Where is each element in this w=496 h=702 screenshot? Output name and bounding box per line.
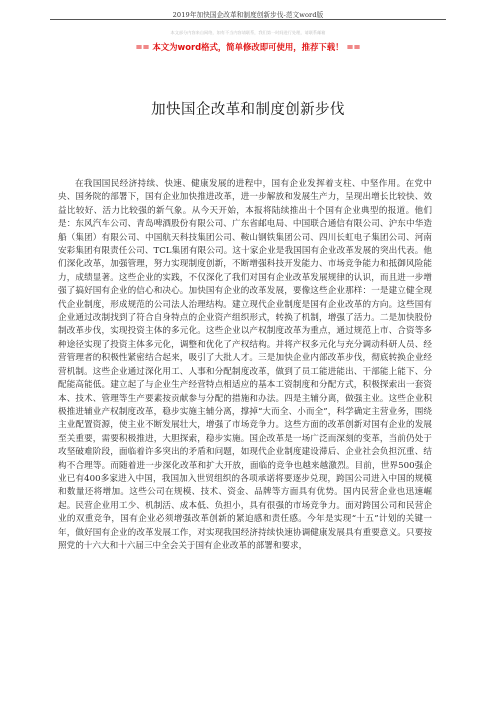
copyright-notice: 本文部分内容来自网络，如有不当内容请联系，我们第一时间进行处理，请联系邮箱 [170,30,326,35]
download-banner: == 本文为word格式，简单修改即可使用，推荐下载！ == [135,42,361,52]
article-title: 加快国企改革和制度创新步伐 [151,102,345,118]
header-divider [50,19,446,20]
article-body: 在我国国民经济持续、快速、健康发展的进程中，国有企业发挥着支柱、中坚作用。在党中央、国务院的部署下，国有企业加快推进改革，进一步解放和发展生产力，呈现出增长比较快、效益比较好、活力比较强的新气象。从今天开始，本报将陆续推出十个国有企业典型的报道。他们是：东风汽车公司、青岛啤酒股份有限公司、广东省邮电局、中国联合通信有限公司、沪东中华造船（集团）有限公司、中国航天科技集团公司、鞍山钢铁集团公司、四川长虹电子集团公司、河南安彩集团有限责任公司、TCL集团有限公司。这十家企业是我国国有企业改革发展的突出代表。他们深化改革，加强管理，努力实现制度创新，不断增强科技开发能力、市场竞争能力和抵御风险能力，成绩显著。这些企业的实践，不仅深化了我们对国有企业改革发展规律的认识，而且进一步增强了搞好国有企业的信心和决心。加快国有企业的改革发展，要像这些企业那样：一是建立健全现代企业制度，形成规范的公司法人治理结构。建立现代企业制度是国有企业改革的方向。这些国有企业通过改制找到了符合自身特点的企业资产组织形式，转换了机制，增强了活力。二是加快股份制改革步伐，实现投资主体的多元化。这些企业以产权制度改革为重点，通过规范上市、合资等多种途径实现了投资主体多元化，调整和优化了产权结构。并将产权多元化与充分调动科研人员、经营管理者的积极性紧密结合起来，吸引了大批人才。三是加快企业内部改革步伐，彻底转换企业经营机制。这些企业通过深化用工、人事和分配制度改革，做到了员工能进能出、干部能上能下、分配能高能低。建立起了与企业生产经营特点相适应的基本工资制度和分配方式，积极探索出一套资本、技术、管理等生产要素按贡献参与分配的措施和办法。四是主辅分离，做强主业。这些企业积极推进辅业产权制度改革，稳步实施主辅分离，撑掉“大而全、小而全”，科学确定主营业务，围绕主业配置资源，使主业不断发展壮大，增强了市场竞争力。这些方面的改革创新对国有企业的发展至关重要，需要积极推进，大胆探索，稳步实施。国企改革是一场广泛而深刻的变革，当前仍处于攻坚破难阶段，面临着许多突出的矛盾和问题，如现代企业制度建设滞后、企业社会负担沉重、结构不合理等。而随着进一步深化改革和扩大开放，面临的竞争也越来越激烈。目前，世界500强企业已有400多家进入中国，我国加入世贸组织的各项承诺将要逐步兑现，跨国公司进入中国的规模和数量还将增加。这些公司在规模、技术、资金、品牌等方面具有优势。国内民营企业也迅速崛起。民营企业用工少、机制活、成本低、负担小，具有很强的市场竞争力。面对跨国公司和民营企业的双重竞争，国有企业必须增强改革创新的紧迫感和责任感。今年是实现“十五”计划的关键一年，做好国有企业的改革发展工作，对实现我国经济持续快速协调健康发展具有重要意义。只要按照党的十六大和十六届三中全会关于国有企业改革的部署和要求， [58,179,432,551]
document-header-title: 2019年加快国企改革和制度创新步伐-范文word版 [172,11,324,19]
